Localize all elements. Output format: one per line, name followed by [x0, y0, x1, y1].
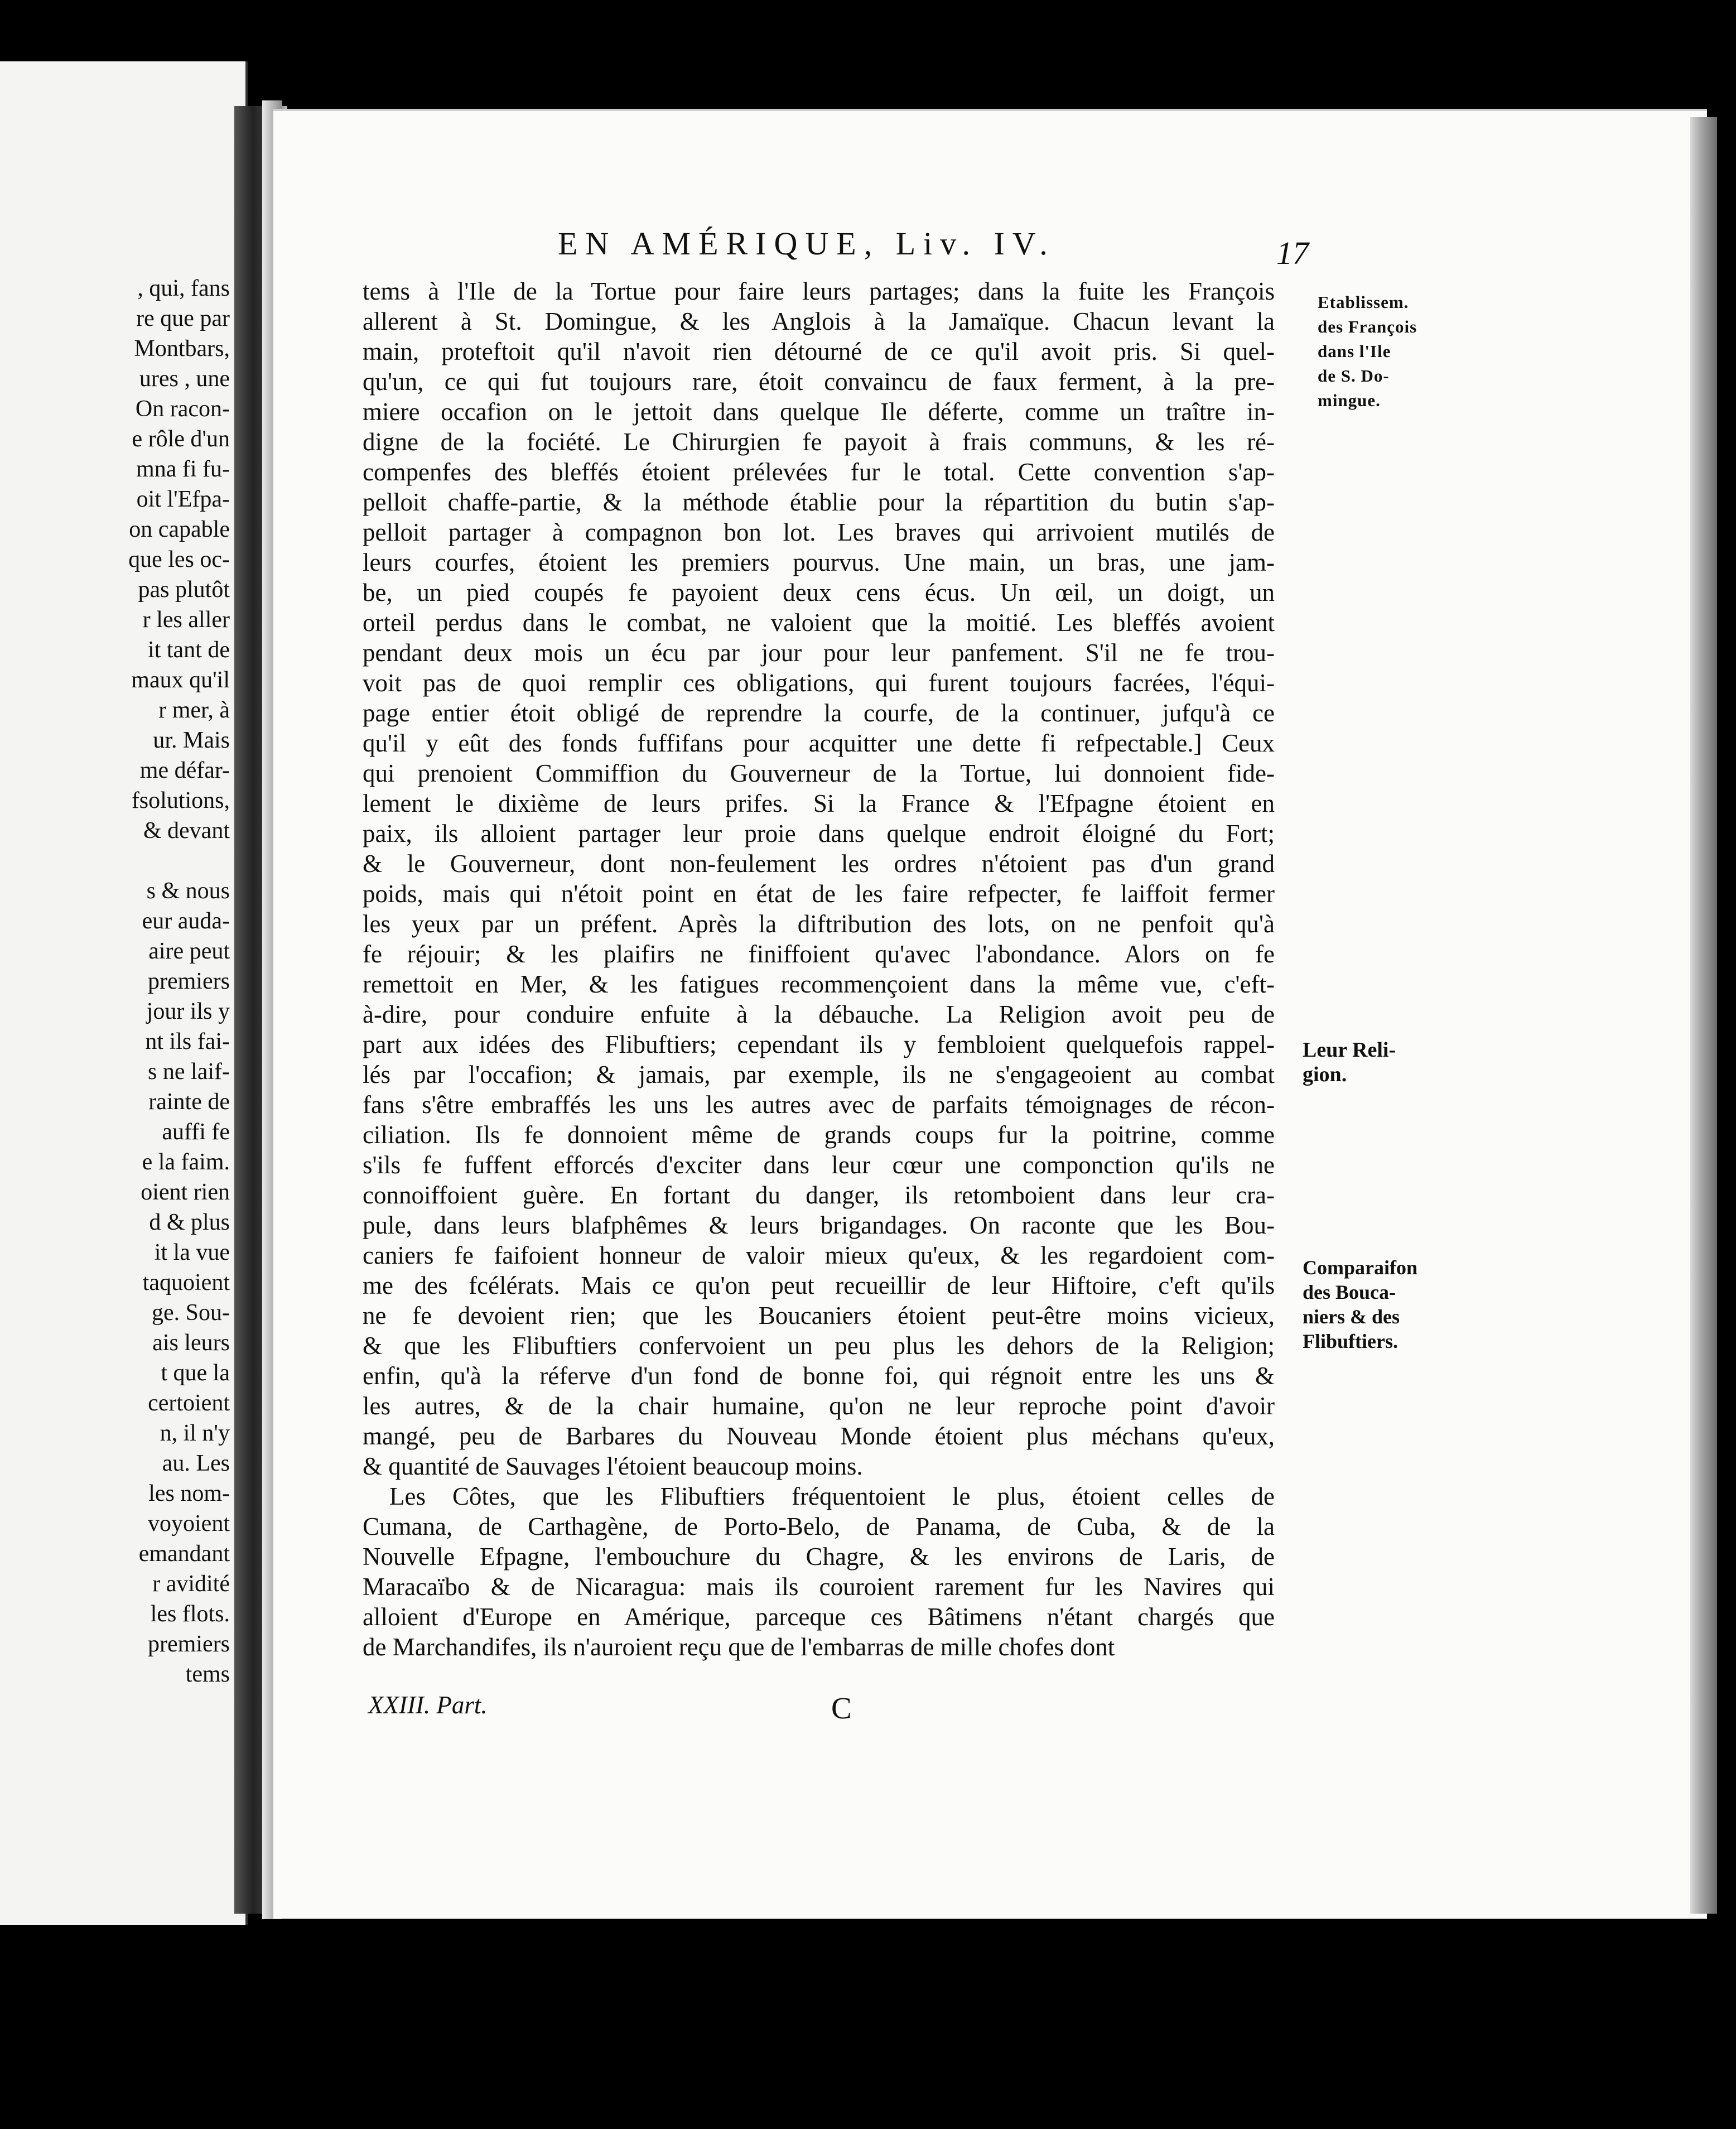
text-line: pelloit partager à compagnon bon lot. Les braves qui arrivoient mutilés de [363, 518, 1275, 546]
text-line: alloient d'Europe en Amérique, parceque ces Bâtimens n'étant chargés que [363, 1603, 1275, 1631]
left-page-line [0, 846, 230, 876]
text-line: fans s'être embraffés les uns les autres avec de parfaits témoignages de récon- [363, 1091, 1275, 1119]
text-line: pendant deux mois un écu par jour pour leur panfement. S'il ne fe trou- [363, 639, 1275, 667]
left-page-line: voyoient [148, 1511, 230, 1536]
text-line: lement le dixième de leurs prifes. Si la France & l'Efpagne étoient en [363, 789, 1275, 817]
left-page-line: premiers [148, 969, 230, 994]
text-line: main, proteftoit qu'il n'avoit rien détourné de ce qu'il avoit pris. Si quel- [363, 338, 1275, 365]
left-page-line: e la faim. [142, 1149, 230, 1175]
left-page-line: rainte de [148, 1089, 230, 1115]
left-page-line: me défar- [139, 758, 230, 783]
left-page-line: on capable [129, 517, 230, 542]
text-line: page entier étoit obligé de reprendre la courfe, de la continuer, jufqu'à ce [363, 699, 1275, 727]
text-line: les yeux par un préfent. Après la diftribution des lots, on ne penfoit qu'à [363, 910, 1275, 938]
text-line: compenfes des bleffés étoient prélevées fur le total. Cette convention s'ap- [363, 458, 1275, 486]
left-page-line: auffi fe [162, 1119, 230, 1145]
left-page-line: ais leurs [152, 1330, 230, 1356]
left-page-line: premiers [148, 1631, 230, 1657]
margin-note-line: de S. Do- [1318, 366, 1390, 386]
left-page-line: d & plus [149, 1210, 230, 1235]
left-page-line: ures , une [139, 366, 230, 392]
left-page-line: jour ils y [146, 999, 230, 1024]
left-page-line: que les oc- [128, 547, 230, 572]
text-line: ne fe devoient rien; que les Boucaniers étoient peut-être moins vicieux, [363, 1302, 1275, 1330]
left-page-line: taquoient [142, 1270, 230, 1295]
text-line: voit pas de quoi remplir ces obligations, qui furent toujours facrées, l'équi- [363, 669, 1275, 697]
left-page-line: it tant de [148, 637, 230, 663]
text-line: & le Gouverneur, dont non-feulement les ordres n'étoient pas d'un grand [363, 850, 1275, 878]
left-page-line: s & nous [146, 878, 230, 904]
left-page-line: r avidité [152, 1571, 230, 1597]
text-line: part aux idées des Flibuftiers; cependant ils y fembloient quelquefois rappel- [363, 1030, 1275, 1058]
text-line: leurs courfes, étoient les premiers pourvus. Une main, un bras, une jam- [363, 548, 1275, 576]
left-page-line: t que la [161, 1360, 230, 1386]
left-page-line: ur. Mais [153, 728, 230, 753]
text-line: les autres, & de la chair humaine, qu'on ne leur reproche point d'avoir [363, 1392, 1275, 1420]
left-page-line: pas plutôt [138, 577, 230, 603]
text-line: Cumana, de Carthagène, de Porto-Belo, de Panama, de Cuba, & de la [363, 1513, 1275, 1540]
left-page-line: re que par [136, 306, 230, 331]
text-line: Les Côtes, que les Flibuftiers fréquentoient le plus, étoient celles de [389, 1482, 1275, 1510]
left-page-line: mna fi fu- [136, 456, 230, 482]
text-line: mangé, peu de Barbares du Nouveau Monde étoient plus méchans qu'eux, [363, 1422, 1275, 1450]
left-page-line: oient rien [141, 1179, 230, 1205]
text-line: à-dire, pour conduire enfuite à la débauche. La Religion avoit peu de [363, 1000, 1275, 1028]
left-page-line: les nom- [148, 1481, 230, 1506]
signature-line: XXIII. Part. [368, 1691, 488, 1719]
text-line: paix, ils alloient partager leur proie dans quelque endroit éloigné du Fort; [363, 820, 1275, 847]
left-page-line: aire peut [148, 938, 230, 964]
left-page-text [0, 273, 230, 1689]
left-page-line: On racon- [135, 396, 230, 422]
left-page-line: r mer, à [158, 697, 230, 723]
left-page-line: Montbars, [134, 336, 230, 362]
left-page-line: au. Les [162, 1451, 230, 1476]
margin-note-establishment [1318, 290, 1417, 413]
text-line: qui prenoient Commiffion du Gouverneur de la Tortue, lui donnoient fide- [363, 759, 1275, 787]
text-line: pule, dans leurs blafphêmes & leurs brigandages. On raconte que les Bou- [363, 1211, 1275, 1239]
left-page-line: certoient [148, 1390, 230, 1416]
text-line: be, un pied coupés fe payoient deux cens écus. Un œil, un doigt, un [363, 579, 1275, 606]
text-line: lés par l'occafion; & jamais, par exemple, ils ne s'engageoient au combat [363, 1061, 1275, 1088]
margin-note-line: Etablissem. [1318, 292, 1409, 312]
text-line: digne de la fociété. Le Chirurgien fe payoit à frais communs, & les ré- [363, 428, 1275, 456]
running-head: EN AMÉRIQUE, Liv. IV. [558, 225, 1055, 262]
text-line: caniers fe faifoient honneur de valoir mieux qu'eux, & les regardoient com- [363, 1241, 1275, 1269]
text-line: fe réjouir; & les plaifirs ne finiffoient qu'avec l'abondance. Alors on fe [363, 940, 1275, 968]
margin-note-line: des Bouca- [1303, 1281, 1396, 1303]
left-page-line: n, il n'y [160, 1420, 230, 1446]
left-page-line: e rôle d'un [132, 426, 230, 452]
left-page-line: s ne laif- [148, 1059, 230, 1085]
text-line: s'ils fe fuffent efforcés d'exciter dans leur cœur une componction qu'ils ne [363, 1151, 1275, 1179]
text-line: connoiffoient guère. En fortant du danger, ils retomboient dans leur cra- [363, 1181, 1275, 1209]
margin-note-line: gion. [1303, 1063, 1347, 1086]
left-page-line: nt ils fai- [145, 1029, 230, 1054]
left-page-line: emandant [138, 1541, 230, 1567]
left-page-line: fsolutions, [131, 788, 230, 813]
left-page [0, 61, 248, 1925]
text-line: miere occafion on le jettoit dans quelque Ile déferte, comme un traître in- [363, 398, 1275, 426]
left-page-line: les flots. [150, 1601, 230, 1627]
text-line: tems à l'Ile de la Tortue pour faire leurs partages; dans la fuite les François [363, 277, 1275, 305]
page-edge [1690, 117, 1717, 1914]
text-line: de Marchandifes, ils n'auroient reçu que de l'embarras de mille chofes dont [363, 1633, 1115, 1661]
text-line: Nouvelle Efpagne, l'embouchure du Chagre, & les environs de Laris, de [363, 1543, 1275, 1571]
left-page-line: r les aller [142, 607, 230, 633]
text-line: poids, mais qui n'étoit point en état de les faire refpecter, fe laiffoit fermer [363, 880, 1275, 908]
margin-note-line: Flibuftiers. [1303, 1330, 1398, 1352]
text-line: orteil perdus dans le combat, ne valoient que la moitié. Les bleffés avoient [363, 609, 1275, 637]
margin-note-line: dans l'Ile [1318, 341, 1391, 361]
margin-note-line: mingue. [1318, 391, 1381, 410]
left-page-line: tems [185, 1661, 230, 1687]
text-line: allerent à St. Domingue, & les Anglois à la Jamaïque. Chacun levant la [363, 307, 1275, 335]
margin-note-line: niers & des [1303, 1306, 1400, 1328]
text-line: me des fcélérats. Mais ce qu'on peut recueillir de leur Hiftoire, c'eft qu'ils [363, 1271, 1275, 1299]
left-page-line: eur auda- [142, 908, 230, 934]
left-page-line: ge. Sou- [152, 1300, 230, 1326]
left-page-line: , qui, fans [137, 276, 230, 301]
text-line: & quantité de Sauvages l'étoient beaucoup moins. [363, 1452, 863, 1480]
text-line: pelloit chaffe-partie, & la méthode établie pour la répartition du butin s'ap- [363, 488, 1275, 516]
text-line: Maracaïbo & de Nicaragua: mais ils couroient rarement fur les Navires qui [363, 1573, 1275, 1601]
left-page-line: & devant [143, 818, 230, 844]
text-line: & que les Flibuftiers confervoient un peu plus les dehors de la Religion; [363, 1332, 1275, 1360]
text-line: remettoit en Mer, & les fatigues recommençoient dans la même vue, c'eft- [363, 970, 1275, 998]
body-text [363, 276, 1275, 1662]
margin-note-line: Leur Reli- [1303, 1038, 1396, 1062]
margin-note-line: Comparaifon [1303, 1256, 1417, 1279]
text-line: enfin, qu'à la réferve d'un fond de bonne foi, qui régnoit entre les uns & [363, 1362, 1275, 1390]
left-page-line: oit l'Efpa- [136, 487, 230, 512]
margin-note-line: des François [1318, 317, 1417, 336]
margin-note-religion [1303, 1038, 1396, 1087]
left-page-line: it la vue [154, 1240, 230, 1265]
text-line: qu'il y eût des fonds fuffifans pour acquitter une dette fi refpectable.] Ceux [363, 729, 1275, 757]
margin-note-comparison [1303, 1255, 1417, 1353]
page-number: 17 [1276, 235, 1309, 271]
text-line: qu'un, ce qui fut toujours rare, étoit convaincu de faux ferment, à la pre- [363, 368, 1275, 396]
text-line: ciliation. Ils fe donnoient même de grands coups fur la poitrine, comme [363, 1121, 1275, 1149]
left-page-line: maux qu'il [131, 667, 230, 693]
signature-mark: C [831, 1691, 852, 1725]
